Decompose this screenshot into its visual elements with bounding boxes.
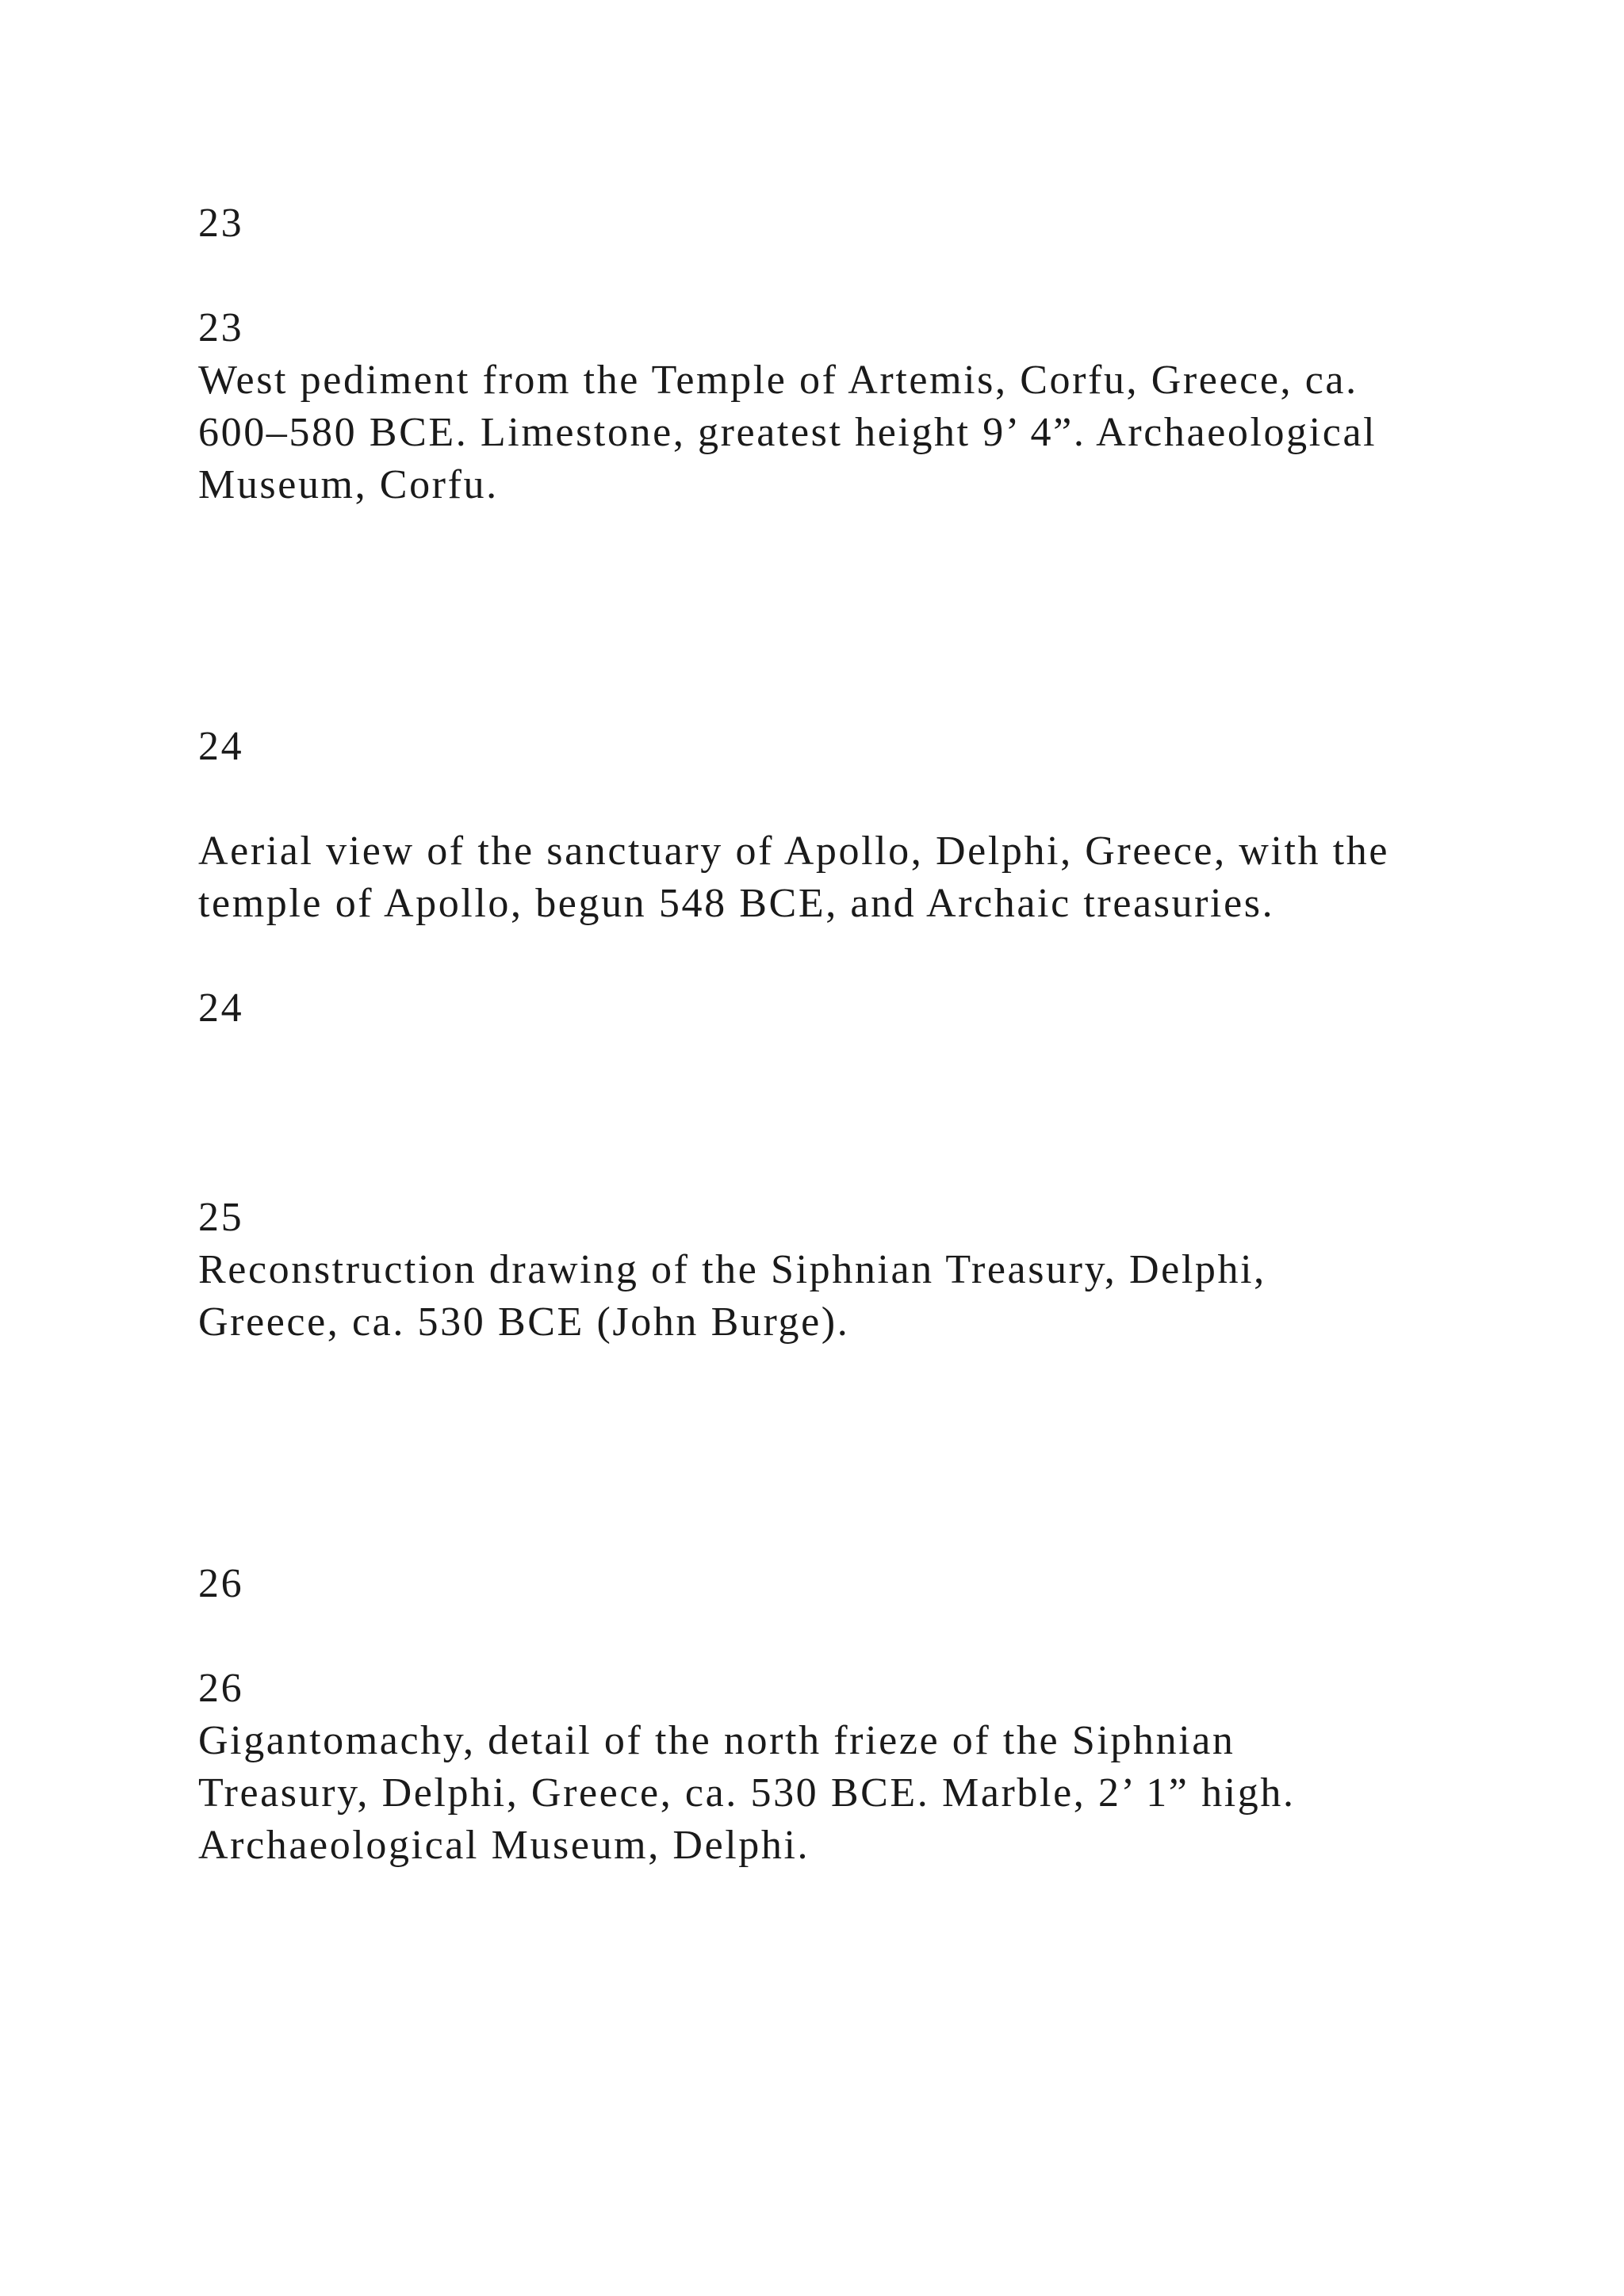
caption-line: Reconstruction drawing of the Siphnian Treasury, Delphi, — [198, 1247, 1266, 1292]
slide-number-25: 25 — [198, 1195, 244, 1240]
caption-line: Museum, Corfu. — [198, 462, 499, 507]
caption-line: temple of Apollo, begun 548 BCE, and Archaic treasuries. — [198, 881, 1275, 926]
caption-line: Treasury, Delphi, Greece, ca. 530 BCE. Marble, 2’ 1” high. — [198, 1770, 1296, 1816]
slide-number-24-repeat: 24 — [198, 985, 244, 1031]
caption-line: Greece, ca. 530 BCE (John Burge). — [198, 1299, 850, 1345]
caption-line: West pediment from the Temple of Artemis, Corfu, Greece, ca. — [198, 358, 1358, 403]
slide-number-24: 24 — [198, 724, 244, 769]
slide-number-23-repeat: 23 — [198, 305, 244, 350]
caption-line: Gigantomachy, detail of the north frieze of the Siphnian — [198, 1718, 1235, 1763]
slide-number-26-repeat: 26 — [198, 1666, 244, 1711]
caption-line: 600–580 BCE. Limestone, greatest height 9’ 4”. Archaeological — [198, 410, 1377, 455]
slide-number-26: 26 — [198, 1561, 244, 1606]
caption-line: Aerial view of the sanctuary of Apollo, Delphi, Greece, with the — [198, 828, 1390, 874]
caption-line: Archaeological Museum, Delphi. — [198, 1823, 810, 1868]
slide-number-23: 23 — [198, 201, 244, 246]
